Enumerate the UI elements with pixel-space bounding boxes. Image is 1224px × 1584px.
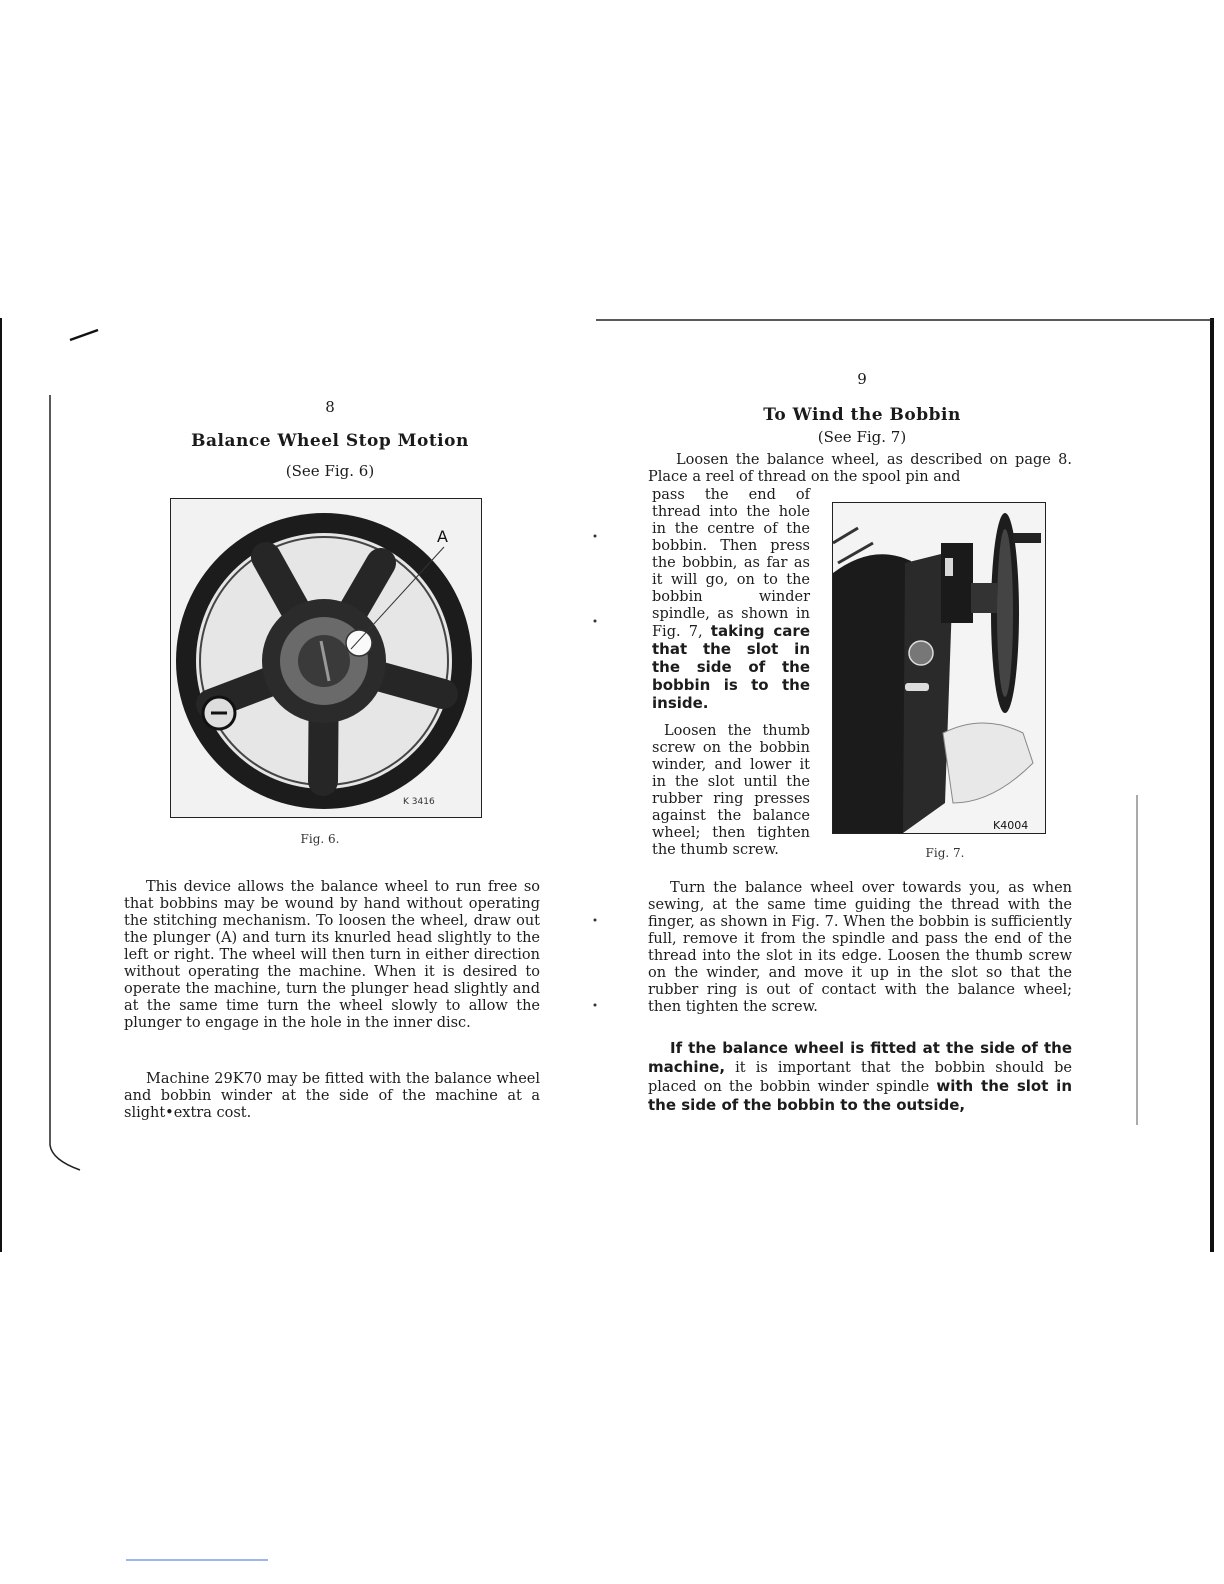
bobbin-winder-illustration	[833, 503, 1045, 833]
left-page-number: 8	[325, 398, 335, 416]
figure-6-code: K 3416	[403, 797, 435, 807]
right-paragraph-3: Turn the balance wheel over towards you, as when sewing, at the same time guiding the thread with the finger, as shown in Fig. 7. When the bobbin is sufficiently full, remove it from the spindle and pass the end of the thread into the slot in its edge. Loosen the thumb screw on the winder, and move it up in the slot so that the rubber ring is out of contact with the balance wheel; then tighten the screw.	[648, 880, 1072, 1015]
balance-wheel-illustration	[171, 499, 481, 817]
bobbin-insert-text: pass the end of thread into the hole in the centre of the bobbin. Then press the bobbin, as far as it will go, on to the bobbin winder spindle, as shown in Fig. 7,	[652, 487, 810, 640]
left-paragraph-1: This device allows the balance wheel to run free so that bobbins may be wound by hand without operating the stitching mechanism. To loosen the wheel, draw out the plunger (A) and turn its knurled head slightly to the left or right. The wheel will then turn in either direction without operating the machine. When it is desired to operate the machine, turn the plunger head slightly and at the same time turn the wheel slowly to allow the plunger to engage in the hole in the inner disc.	[124, 879, 540, 1031]
right-narrow-column	[652, 487, 810, 859]
left-page-subtitle: (See Fig. 6)	[285, 462, 375, 480]
slot-outside-instruction: with the slot in the side of the bobbin to the outside,	[648, 1077, 1073, 1114]
figure-6-caption: Fig. 6.	[300, 832, 340, 846]
figure-7-code: K4004	[993, 819, 1029, 832]
right-page-subtitle: (See Fig. 7)	[817, 428, 907, 446]
side-wheel-instruction: it is important that the bobbin should be placed on the bobbin winder spindle	[648, 1060, 1073, 1095]
bobbin-slot-warning: taking care that the slot in the side of the bobbin is to the inside.	[652, 622, 810, 712]
left-paragraph-2: Machine 29K70 may be fitted with the balance wheel and bobbin winder at the side of the machine at a slight•extra cost.	[124, 1071, 540, 1121]
figure-6-balance-wheel	[170, 498, 482, 818]
bobbin-insert-paragraph	[652, 487, 810, 713]
figure-7-caption: Fig. 7.	[925, 846, 965, 860]
right-page-number: 9	[857, 370, 867, 388]
right-intro-paragraph: Loosen the balance wheel, as described on page 8. Place a reel of thread on the spool pin and	[648, 452, 1072, 485]
right-paragraph-4	[648, 1039, 1072, 1115]
left-page-title: Balance Wheel Stop Motion	[191, 431, 469, 451]
side-wheel-condition: If the balance wheel is fitted at the side of the machine,	[648, 1039, 1072, 1076]
plunger-marker-label: A	[437, 527, 448, 546]
figure-7-bobbin-winder	[832, 502, 1046, 834]
right-page-title: To Wind the Bobbin	[763, 405, 961, 425]
thumb-screw-paragraph: Loosen the thumb screw on the bobbin winder, and lower it in the slot until the rubber ring presses against the balance wheel; then tighten the thumb screw.	[652, 723, 810, 858]
